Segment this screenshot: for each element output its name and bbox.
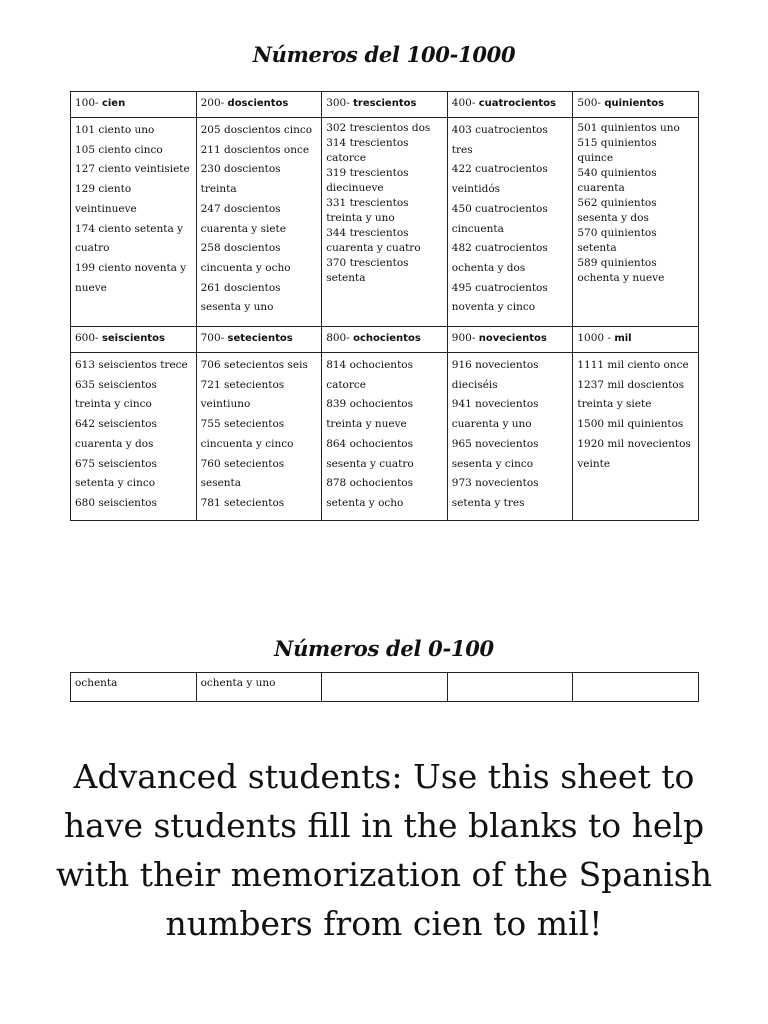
entry-line: 613 seiscientos trece [75,359,188,371]
entry-line: 495 cuatrocientos [451,281,548,294]
entry-line: 721 setecientos [200,378,285,391]
numbers-100-1000-table [70,91,699,521]
entry-line: 706 setecientos seis [200,359,308,371]
content-row-2 [71,353,699,521]
header-cell-600: 600- seiscientos [71,327,197,353]
entry-line: 589 quinientos [577,257,657,269]
entry-line: 258 doscientos [200,242,281,255]
entry-line: dieciséis [451,378,498,391]
entry-line: 319 trescientos [326,167,409,179]
entry-line: 261 doscientos [200,281,281,294]
entry-line: 540 quinientos [577,167,657,179]
entry-line: setenta y tres [451,496,525,509]
fill-cell-3 [322,673,448,702]
entry-line: 941 novecientos [451,398,539,411]
entry-line: 760 setecientos [200,457,285,470]
entry-line: ochenta y dos [451,261,526,274]
header-row-1 [71,92,699,118]
header-cell-200: 200- doscientos [196,92,322,118]
entry-line: setenta [326,272,366,284]
entry-line: 199 ciento noventa y [75,261,187,274]
entry-line: setenta y cinco [75,477,156,490]
entry-line: setenta [577,242,617,254]
entry-line: treinta y nueve [326,418,407,431]
entry-line: ochenta y nueve [577,272,665,284]
entry-line: 230 doscientos treinta [200,163,281,196]
cell-600s [71,353,197,521]
cell-500s [573,118,699,327]
entry-line: sesenta y dos [577,212,649,224]
fill-cell-1: ochenta [71,673,197,702]
content-row-1 [71,118,699,327]
entry-line: 570 quinientos [577,227,657,239]
entry-line: 864 ochocientos [326,437,413,450]
entry-line: sesenta y cuatro [326,457,414,470]
cell-800s [322,353,448,521]
page-title-0-100: Números del 0-100 [274,636,494,661]
header-cell-1000: 1000 - mil [573,327,699,353]
entry-line: cuarenta y uno [451,418,532,431]
entry-line: 878 ochocientos [326,477,413,490]
entry-line: 916 novecientos [451,359,539,371]
fill-cell-5 [573,673,699,702]
entry-line: 755 setecientos [200,418,285,431]
entry-line: 101 ciento uno [75,124,155,136]
entry-line: veintiuno [200,398,251,411]
header-cell-700: 700- setecientos [196,327,322,353]
entry-line: 403 cuatrocientos [451,124,548,136]
entry-line: 1111 mil ciento once [577,359,689,371]
entry-line: noventa y cinco [451,301,536,314]
entry-line: diecinueve [326,182,384,194]
entry-line: 105 ciento cinco [75,143,163,156]
entry-line: 247 doscientos [200,202,281,215]
entry-line: 680 seiscientos [75,496,157,509]
entry-line: cuatro [75,242,110,255]
entry-line: sesenta y cinco [451,457,534,470]
entry-line: 482 cuatrocientos [451,242,548,255]
entry-line: 501 quinientos uno [577,122,680,134]
entry-line: catorce [326,378,366,391]
entry-line: 1500 mil quinientos [577,418,684,431]
cell-1000s [573,353,699,521]
entry-line: 839 ochocientos [326,398,413,411]
entry-line: tres [451,143,473,156]
entry-line: sesenta y uno [200,301,274,314]
entry-line: cuarenta y siete [200,222,286,235]
entry-line: setenta y ocho [326,496,404,509]
entry-line: 127 ciento veintisiete [75,163,190,176]
entry-line: cincuenta [451,222,504,235]
entry-line: veintinueve [75,202,137,215]
cell-900s [447,353,573,521]
entry-line: 174 ciento setenta y [75,222,184,235]
cell-300s [322,118,448,327]
fill-cell-2: ochenta y uno [196,673,322,702]
entry-line: treinta y uno [326,212,395,224]
entry-line: sesenta [200,477,242,490]
header-cell-100: 100- cien [71,92,197,118]
entry-line: veintidós [451,183,501,196]
cell-200s [196,118,322,327]
page-title-100-1000: Números del 100-1000 [252,42,516,67]
entry-line: 515 quinientos quince [577,137,657,164]
header-cell-300: 300- trescientos [322,92,448,118]
entry-line: 205 doscientos cinco [200,124,313,136]
header-cell-800: 800- ochocientos [322,327,448,353]
header-cell-400: 400- cuatrocientos [447,92,573,118]
blank-row [71,673,699,702]
entry-line: veinte [577,457,611,470]
cell-400s [447,118,573,327]
entry-line: 973 novecientos [451,477,539,490]
entry-line: 314 trescientos [326,137,409,149]
entry-line: 450 cuatrocientos [451,202,548,215]
entry-line: treinta y cinco [75,398,152,411]
header-cell-900: 900- novecientos [447,327,573,353]
entry-line: 562 quinientos [577,197,657,209]
entry-line: treinta y siete [577,398,652,411]
entry-line: 1920 mil novecientos [577,437,691,450]
fill-cell-4 [447,673,573,702]
entry-line: catorce [326,152,366,164]
entry-line: 1237 mil doscientos [577,378,685,391]
entry-line: 422 cuatrocientos [451,163,548,176]
entry-line: 965 novecientos [451,437,539,450]
entry-line: 331 trescientos [326,197,409,209]
entry-line: 781 setecientos [200,496,285,509]
entry-line: cuarenta [577,182,625,194]
entry-line: 370 trescientos [326,257,409,269]
header-cell-500: 500- quinientos [573,92,699,118]
numbers-0-100-table [70,672,699,702]
cell-100s [71,118,197,327]
instruction-note: Advanced students: Use this sheet to have students fill in the blanks to help with their memorization of the Spanish numbers from cien to mil! [56,757,712,943]
entry-line: 642 seiscientos [75,418,157,431]
entry-line: 129 ciento [75,183,132,196]
entry-line: 211 doscientos once [200,143,310,156]
entry-line: nueve [75,281,107,294]
entry-line: cuarenta y cuatro [326,242,421,254]
entry-line: cuarenta y dos [75,437,154,450]
entry-line: 814 ochocientos [326,359,413,371]
entry-line: 344 trescientos [326,227,409,239]
entry-line: cincuenta y cinco [200,437,294,450]
entry-line: cincuenta y ocho [200,261,291,274]
header-row-2 [71,327,699,353]
entry-line: 675 seiscientos [75,457,157,470]
entry-line: 302 trescientos dos [326,122,431,134]
entry-line: 635 seiscientos [75,378,157,391]
cell-700s [196,353,322,521]
